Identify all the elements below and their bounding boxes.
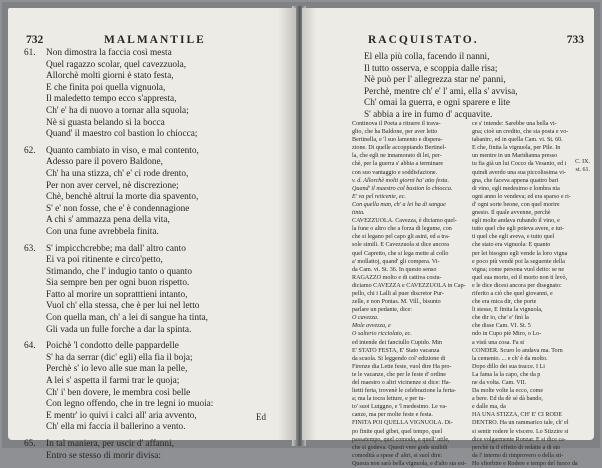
note-line: la fune o altro che a forza di legume, con [352, 226, 452, 233]
note-line: pello, chi i Lalli al puer discretor Pur- [352, 290, 444, 297]
verse-text: Sia sempre ben per ogni buon rispetto. [46, 278, 190, 289]
stanza [24, 48, 290, 141]
right-running-title: RACQUISTATO. [368, 34, 479, 46]
note-line: E che, finita la vignuola, per Pile. In [472, 145, 561, 152]
verse-line [24, 278, 290, 290]
verse-line [24, 106, 290, 118]
verse-line [24, 364, 290, 376]
stanza [24, 146, 290, 239]
note-line: che era mica dir, che porte [472, 299, 537, 306]
verse-text: Fatto al morire un sopratttieni intanto, [46, 289, 188, 300]
note-line: po finite quel gibet, quel tempo, quel [352, 428, 443, 435]
note-line: glio, che ha Baldone, per aver letto [352, 129, 438, 136]
verse-text: In tal maniera, per uscir d' affanni, [46, 439, 174, 449]
note-line: che si godeva. Questi vere gods sinibili [352, 444, 448, 451]
verse-text: Stimando, che l' indugio tanto o quanto [46, 266, 193, 277]
verse-line [24, 83, 290, 95]
notes-column-right [472, 120, 584, 468]
note-line: per lei bisogno egli vende la loro vigna [472, 250, 568, 257]
right-page [302, 8, 594, 467]
note-line: te le vacanze, che per le feste d' ordine [352, 371, 446, 378]
note-line: da scuola. Si leggendo col' edizione di [352, 355, 446, 362]
note-line: quindi averdo una sua piccolissima vi- [472, 169, 566, 176]
note-line: da Cam. vi. St. 36. In questo senso [352, 266, 437, 273]
verse-text: S' ha da serrar (dic' egli) ella fia il boja; [46, 352, 193, 363]
verse-line: Perchè, mentre ch' e' l' ami, ella s' avvisa, [364, 86, 518, 97]
note-line: v. d. Allorchè molti giorni ha' atto festa. [352, 177, 449, 184]
note-line: Questa non sarà bella vignuola, e d'alto sia est- [352, 460, 467, 467]
verse-text: Con quella man, ch' a lei di sangue ha tinta, [46, 313, 209, 324]
note-line: vigna; come persona vuol detto: se ne [472, 266, 565, 273]
verse-text: Quand' il maestro col bastion lo chiocca; [46, 129, 198, 140]
note-line: a vistì una cosa. Fa st [472, 339, 525, 346]
right-verse-block [364, 52, 586, 122]
verse-text: Nè si guasta belando sì la bocca [46, 117, 165, 128]
verse-text: Ei va poi ritinente e circo'petto, [46, 255, 163, 266]
note-line: con suo vantaggio e soddisfazione. [352, 169, 438, 176]
note-line: passatempo, quel comodo, e quell' utile, [352, 436, 450, 443]
verse-text: A lei s' aspetta il farmi trar le quoja; [46, 376, 180, 387]
note-line: del maestro o altri vicinenze si dice: Ha- [352, 380, 451, 386]
note-line: un mentre in un Maridianna presso [472, 153, 558, 160]
note-line: CONDER. Scuro lo andava ma. Torn [472, 347, 563, 354]
note-line: dice volgarmente Ronzar. E si dice ca- [472, 436, 566, 443]
note-line: e dalle ma, da [472, 404, 506, 411]
verse-text: E mentr' io quivi i calci all' aria avvento, [46, 410, 197, 421]
stanza-number: 62. [24, 145, 36, 156]
verse-text: Gli vada un fulle forche a dar la spinta. [46, 324, 192, 335]
note-line: ti quel che egli aveva, e tutto quel [472, 234, 555, 241]
margin-note-text: C. IX. st. 61. [575, 159, 590, 173]
note-line: comodità a spese d' altri, si suol dire: [352, 452, 443, 459]
verse-line [24, 267, 290, 279]
verse-line [24, 325, 290, 337]
note-line: che si legano pel capo gli asini, ed a tra- [352, 234, 450, 241]
note-line: a bere. Ed da dè sé dà bando, [472, 396, 543, 403]
verse-line [24, 411, 290, 423]
verse-line [24, 439, 290, 451]
note-line: chè, per la guerra s' abbia a terminare [352, 161, 444, 168]
note-line: CAVEZZUOLA. Cavezza, è diciamo quel- [352, 218, 457, 225]
verse-line [24, 60, 290, 72]
note-line: gna, che faceva appena quattro bari [472, 177, 559, 184]
note-line: Dopo dillo dei sua tracce. I Li [472, 363, 545, 370]
verse-text: Ch' ella mi faccia il ballerino a vento. [46, 422, 186, 433]
verse-text: Chè, benchè altrui la morte dia spavento, [46, 192, 199, 203]
note-line: tinta. [352, 210, 365, 217]
note-line: Con quella man, ch' a lei ha di sangue [352, 201, 446, 208]
note-line: che dir io, che' e' finì la [472, 315, 529, 322]
verse-line [24, 399, 290, 411]
stanza-number: 61. [24, 48, 36, 58]
book-spread [2, 2, 600, 467]
note-line: la, che egli ne innamorato di lei, per- [352, 153, 442, 160]
note-line: Firenze dia Lette feste, vuol dire Ha pro- [352, 363, 452, 370]
note-line: RAGAZZO molto e di cattiva costu- [352, 274, 442, 281]
note-line: gnesio. Il quale avvenne, perchè [472, 210, 551, 217]
verse-line [24, 227, 290, 239]
note-line: tabanirc, ed in quella Cam. vi. St. 60. [472, 137, 563, 144]
note-line: egli molte andava rubando il vino, e [472, 218, 560, 225]
note-line: a' mollattoj, quand' gli compera. Vi- [352, 258, 440, 265]
note-line: perchè tu il effetto di redatte a di sto [472, 444, 561, 451]
note-line: li stesse, E finita la vignuola, [472, 307, 543, 314]
note-line: tutto quel che egli poteva avere, e tut- [472, 226, 565, 233]
note-line: ndo in Cupo piè Miro, o Lo- [472, 331, 542, 338]
verse-text: A chi s' ammazza pena della vita, [46, 215, 170, 226]
verse-text: Entro se stesso di morir divisa: [46, 450, 161, 461]
verse-text: Ch' e' ha di nuovo a tornar alla squola; [46, 105, 189, 116]
verse-text: Perchè s' io levo alle sue man la pelle, [46, 364, 188, 375]
note-line: d' ogni sorte beone, con quel morire [472, 201, 560, 208]
right-page-number: 733 [566, 34, 584, 46]
note-line: E' STATO FESTA, E' Stato vacanza [352, 347, 440, 354]
note-line: gna; cioè un credito, che sia posta e vo- [472, 129, 569, 136]
verse-line: Ch' omai la guerra, e ogni sparere e lite [364, 98, 510, 109]
note-line: quel sua morto, ed il morto non ti levò, [472, 274, 568, 281]
verse-line [24, 129, 290, 141]
note-line: Continova il Poeta a ritrarre il trava- [352, 121, 441, 127]
note-line: parlare un pedante, dice: [352, 307, 412, 314]
verse-line [24, 94, 290, 106]
verse-line [24, 169, 290, 181]
verse-line: Il tutto osserva, e scoppia dalle risa; [364, 63, 498, 74]
verse-line [24, 353, 290, 365]
verse-line [24, 255, 290, 267]
note-line: Quand' il maestro col bastion lo chiocca. [352, 185, 453, 192]
left-page [8, 8, 296, 461]
verse-text: Per non aver cervel, nè discrezione; [46, 180, 179, 191]
verse-text: Non dimostra la faccia così mesta [46, 48, 172, 58]
note-line: ed intende dei fanciullo Cupido. Min [352, 339, 443, 346]
verse-line [24, 376, 290, 388]
verse-line [24, 451, 290, 463]
note-line: zelle, e non Pontas. M. Vill., bisunto [352, 299, 441, 306]
verse-line [24, 301, 290, 313]
note-line: zione. Di quelle accoppiando Bertinel- [352, 145, 447, 152]
note-line: Bertinella, e 'l suo lamento e dispera- [352, 137, 443, 144]
verse-line [24, 244, 290, 256]
verse-line [24, 215, 290, 227]
note-line: si sentir rodere le viscere. Lo Stizzire si [472, 428, 569, 435]
note-line: di vino, egli medesimo e lombra nia [472, 185, 560, 192]
left-page-number: 732 [26, 34, 44, 46]
margin-note [575, 158, 590, 174]
verse-text: Con una fune avrebbela finita. [46, 226, 159, 237]
stanza-number: 65. [24, 439, 36, 449]
note-line: FINITA POI QUELLA VIGNUOLA. Di- [352, 420, 453, 427]
verse-text: Con legno offendo, che in tre legni io muoia: [46, 399, 214, 410]
left-catchword: Ed [256, 412, 266, 422]
note-line: ogni anno lo vendeva; ed era sparso e ri- [472, 193, 571, 200]
note-line: tu fia già un lui Cocco da Vesanio, ed i [472, 161, 567, 168]
note-line: DENTRO. Ha un rammarico tale, ch' el [472, 420, 569, 427]
note-line: a; ma la tocra letture, e per tu- [352, 396, 426, 403]
stanza [24, 341, 290, 434]
note-line: diciamo CAVEZZA e CAVEZZUOLA in Cap- [352, 282, 466, 289]
notes-column-left [352, 120, 467, 468]
verse-text: Ch' ha una stizza, ch' e' ci rode drento, [46, 168, 189, 179]
note-line: HA UNA STIZZA, CH' E' CI RODE [472, 412, 563, 419]
note-line: O salterio ricciolato, ec. [352, 331, 412, 338]
note-line: la cemento. ... e ch' è da molto. [472, 355, 548, 362]
verse-line [24, 313, 290, 325]
verse-text: E che finita poi quella vignuola, [46, 82, 166, 93]
note-line: che stato era vignuola: E quanto [472, 242, 551, 249]
verse-text: S' e' non fosse, che e' è condennagione [46, 203, 190, 214]
verse-line: El ella più colla, facendo il nanni, [364, 52, 490, 62]
note-line: O cavezza. [352, 315, 379, 322]
note-line: Da molte volte la ecco, come [472, 388, 544, 395]
note-line: che disse Cam. VI. St. 5 [472, 323, 531, 330]
verse-line [24, 118, 290, 130]
verse-text: Adesso pare il povero Baldone, [46, 157, 163, 168]
verse-text: S' impicchcrebbe; ma dall' altro canto [46, 243, 186, 254]
note-line: Ho sfiorbire e Rodere e tempo del fuoco da [472, 460, 578, 467]
verse-line [24, 181, 290, 193]
verse-line [24, 341, 290, 353]
note-line: sole simili. E Cavezzuola si dice ancora [352, 242, 449, 249]
note-line: canze, ma per molte feste e festa. [352, 412, 433, 419]
stanza-number: 63. [24, 243, 36, 254]
note-line: lietti ferta, trovenè le celebrazione la ferta- [352, 388, 457, 395]
verse-line [24, 204, 290, 216]
verse-text: Quanto cambiato in viso, e mal contento, [46, 145, 199, 156]
note-line: ce s' intende: Sarebbe una bella vi- [472, 121, 557, 127]
note-line: quel Capretto, che si lega mette al collo [352, 250, 449, 257]
verse-line: Nè può per l' allegrezza star ne' panni, [364, 75, 506, 86]
note-line: E' va pel reticente, ec. [352, 193, 406, 200]
note-line: e poco più vendè poi la seguente della [472, 258, 565, 265]
note-line: riferito a ciò che quel giovanni, e [472, 290, 553, 297]
verse-line [24, 388, 290, 400]
verse-line [24, 422, 290, 434]
note-line: da l' interno di rimprovero o della sti- [472, 452, 564, 459]
stanza-number: 64. [24, 341, 36, 352]
verse-line [24, 192, 290, 204]
verse-text: Vuol ch' ella stessa, che è per lui nel letto [46, 301, 200, 312]
verse-text: Ch' i' ben dovere, le membra così belle [46, 387, 191, 398]
verse-line [24, 71, 290, 83]
verse-line [24, 48, 290, 60]
left-running-title: MALMANTILE [104, 34, 206, 46]
left-stanzas [24, 48, 290, 467]
verse-line [24, 157, 290, 169]
stanza [24, 439, 290, 462]
note-line: e le dice dicesi ancora per disegnato: [472, 282, 562, 289]
verse-text: Poichè 'l condotto delle pappardelle [46, 341, 179, 352]
verse-text: Il maledetto tempo ecco s'appresta, [46, 94, 177, 105]
verse-text: Allorchè molti giorni è stato festa, [46, 71, 174, 82]
verse-line: S' abbia a ire in fumo d' acquavite. [364, 109, 493, 120]
note-line: to' suoi Lutggno, e 'l medesimo. Le va- [352, 404, 448, 411]
note-line: La fama la la capo, che da p [472, 371, 541, 378]
verse-text: Quel ragazzo scolar, quel cavezzuola, [46, 59, 187, 70]
stanza [24, 244, 290, 337]
verse-line [24, 146, 290, 158]
verse-line [24, 290, 290, 302]
note-line: Mole avvezza, e [352, 323, 391, 330]
note-line: ne da volta. Cam. VII. [472, 380, 527, 386]
